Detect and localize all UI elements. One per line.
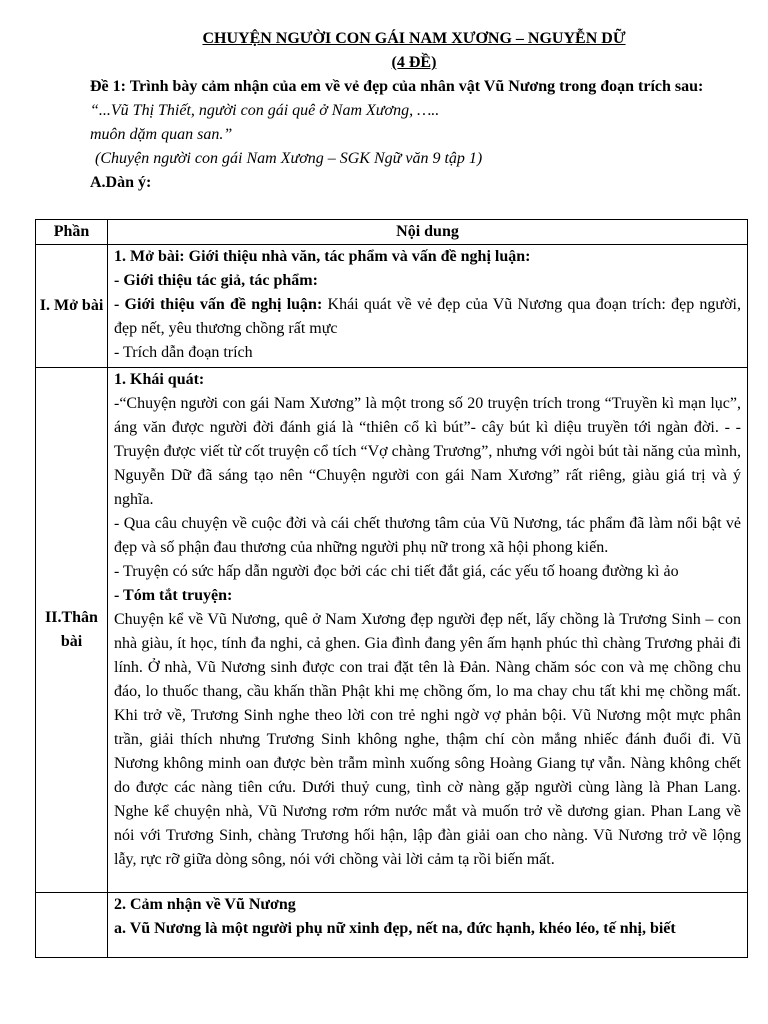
table-row [36,245,748,368]
question-1: Đề 1: Trình bày cảm nhận của em về vẻ đẹp của nhân vật Vũ Nương trong đoạn trích sau: [90,78,704,95]
table-row [36,893,748,958]
row-item-text: Khái quát về vẻ đẹp của Vũ Nương qua đoạn trích: đẹp người, đẹp nết, yêu thương chồng rất mực [114,296,742,337]
quote-line-1: “...Vũ Thị Thiết, người con gái quê ở Nam Xương, ….. [90,102,440,119]
outline-table [35,219,748,958]
document-title: CHUYỆN NGƯỜI CON GÁI NAM XƯƠNG – NGUYỄN DỮ [202,30,626,47]
content-cell [108,245,748,368]
row-item: - Trích dẫn đoạn trích [114,344,253,361]
content-cell [108,368,748,893]
row-paragraph: - Qua câu chuyện về cuộc đời và cái chết thương tâm của Vũ Nương, tác phẩm đã làm nổi bật vẻ đẹp và số phận đau thương của những người phụ nữ trong xã hội phong kiến. [114,515,741,556]
row-paragraph: Chuyện kể về Vũ Nương, quê ở Nam Xương đẹp người đẹp nết, lấy chồng là Trương Sinh – con nhà giàu, ít học, tính đa nghi, cả ghen. Gia đình đang yên ấm hạnh phúc thì chàng Trương phải đi lính. Ở nhà, Vũ Nương sinh được con trai đặt tên là Đản. Nàng chăm sóc con và mẹ chồng chu đáo, lo thuốc thang, cầu khấn thần Phật khi mẹ chồng ốm, lo ma chay chu tất khi mẹ chồng mất. Khi trở về, Trương Sinh nghe theo lời con trẻ nghi ngờ vợ phản bội. Vũ Nương một mực phân trần, giải thích nhưng Trương Sinh không nghe, thậm chí còn mắng nhiếc đánh đuổi đi. Vũ Nương không minh oan được bèn trẫm mình xuống sông Hoàng Giang tự vẫn. Nàng không chết do được các nàng tiên cứu. Dưới thuỷ cung, tình cờ nàng gặp người cùng làng là Phan Lang. Nghe kể chuyện nhà, Vũ Nương rơm rớm nước mắt và muốn trở về dương gian. Phan Lang về nói với Trương Sinh, chàng Trương hối hận, lập đàn giải oan cho nàng. Vũ Nương trở về lộng lẫy, rực rỡ giữa dòng sông, nói với chồng vài lời cảm tạ rồi biến mất. [114,611,741,868]
header-part: Phần [36,220,108,245]
document-subtitle: (4 ĐỀ) [391,54,437,71]
row-heading: 2. Cảm nhận về Vũ Nương [114,896,296,913]
content-cell [108,893,748,958]
row-item-label: - Giới thiệu vấn đề nghị luận: [114,296,323,313]
part-cell: I. Mở bài [36,245,108,368]
table-header-row [36,220,748,245]
row-heading: 1. Mở bài: Giới thiệu nhà văn, tác phẩm và vấn đề nghị luận: [114,248,531,265]
row-paragraph: - Truyện có sức hấp dẫn người đọc bởi các chi tiết đắt giá, các yếu tố hoang đường kì ảo [114,563,679,580]
quote-source: (Chuyện người con gái Nam Xương – SGK Ngữ văn 9 tập 1) [95,150,483,167]
table-row [36,368,748,893]
row-heading: 1. Khái quát: [114,371,205,388]
row-item [114,293,741,341]
part-cell [36,893,108,958]
row-subheading: - Tóm tắt truyện: [114,587,233,604]
row-item: - Giới thiệu tác giả, tác phẩm: [114,272,318,289]
row-subheading: a. Vũ Nương là một người phụ nữ xinh đẹp, nết na, đức hạnh, khéo léo, tế nhị, biết [114,920,676,937]
part-cell: II.Thân bài [36,368,108,893]
header-content: Nội dung [108,220,748,245]
section-a-label: A.Dàn ý: [90,174,152,191]
quote-line-2: muôn dặm quan san.” [90,126,233,143]
row-paragraph: -“Chuyện người con gái Nam Xương” là một trong số 20 truyện trích trong “Truyền kì mạn lục”, áng văn được người đời đánh giá là “thiên cổ kì bút”- cây bút kì diệu truyền tới ngàn đời. - - Truyện được viết từ cốt truyện cổ tích “Vợ chàng Trương”, nhưng với ngòi bút tài năng của mình, Nguyễn Dữ đã sáng tạo nên “Chuyện người con gái Nam Xương” rất riêng, giàu giá trị và ý nghĩa. [114,395,741,508]
